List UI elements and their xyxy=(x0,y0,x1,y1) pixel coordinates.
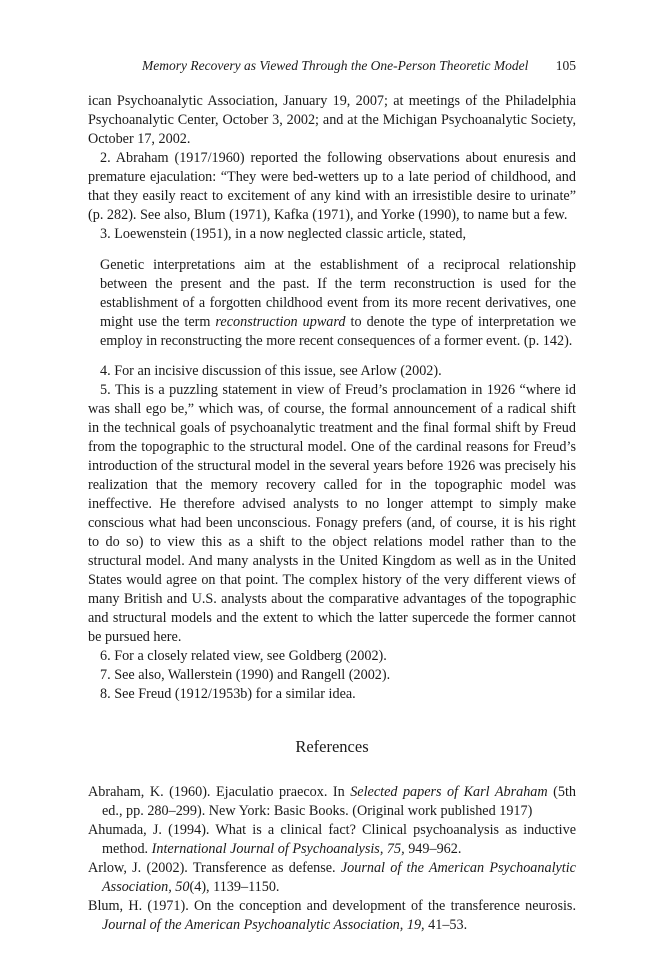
block-quote-text xyxy=(100,256,576,351)
running-head-title: Memory Recovery as Viewed Through the One-Person Theoretic Model xyxy=(142,58,529,73)
reference-entry xyxy=(88,783,576,821)
reference-italic-title: Journal of the American Psychoanalytic Association, 50 xyxy=(102,860,576,895)
reference-italic-title: International Journal of Psychoanalysis, 75, xyxy=(151,841,405,857)
reference-text: Abraham, K. (1960). Ejaculatio praecox. In xyxy=(88,784,351,800)
note-5: 5. This is a puzzling statement in view of Freud’s proclamation in 1926 “where id was shall ego be,” which was, of course, the formal announcement of a radical shift in the technical goals of psychoanalytic treatment and the final formal shift by Freud from the topographic to the structural model. One of the cardinal reasons for Freud’s introduction of the structural model in the several years before 1926 was precisely his realization that the memory recovery called for in the topographic model was ineffective. He therefore advised analysts to no longer attempt to simply make conscious what had been unconscious. Fonagy prefers (and, of course, it is his right to do so) to view this as a shift to the object relations model rather than to the structural model. And many analysts in the United Kingdom as well as in the United States would agree on that point. The complex history of the very different views of many British and U.S. analysts about the comparative advantages of the topographic and structural models and the extent to which the latter supercede the former cannot be pursued here. xyxy=(88,382,576,645)
note-8: 8. See Freud (1912/1953b) for a similar idea. xyxy=(100,686,356,702)
note-2: 2. Abraham (1917/1960) reported the following observations about enuresis and premature ejaculation: “They were bed-wetters up to a late period of childhood, and that they easily react to excitement of any kind with an irresistible desire to urinate” (p. 282). See also, Blum (1971), Kafka (1971), and Yorke (1990), to name but a few. xyxy=(88,150,576,223)
reference-text: Ahumada, J. (1994). What is a clinical fact? Clinical psychoanalysis as inductive method. xyxy=(88,822,576,857)
quote-text-part: Genetic interpretations aim at the establishment of a reciprocal relationship between the present and the past. If the term reconstruction is used for the establishment of a forgotten childhood event from its more recent derivatives, one might use the term xyxy=(100,257,576,330)
reference-text: (4), 1139–1150. xyxy=(189,879,280,895)
reference-text: 949–962. xyxy=(404,841,462,857)
note-4: 4. For an incisive discussion of this issue, see Arlow (2002). xyxy=(100,363,442,379)
reference-italic-title: Journal of the American Psychoanalytic Association, 19, xyxy=(102,917,425,933)
note-6: 6. For a closely related view, see Goldberg (2002). xyxy=(100,648,387,664)
reference-text: Arlow, J. (2002). Transference as defense. xyxy=(88,860,341,876)
note-continuation: ican Psychoanalytic Association, January 19, 2007; at meetings of the Philadelphia Psychoanalytic Center, October 3, 2002; and at the Michigan Psychoanalytic Society, October 17, 2002. xyxy=(88,93,576,147)
reference-entry xyxy=(88,897,576,935)
note-3: 3. Loewenstein (1951), in a now neglected classic article, stated, xyxy=(100,226,466,242)
reference-entry xyxy=(88,859,576,897)
book-page xyxy=(88,58,576,935)
references-heading: References xyxy=(295,737,369,756)
note-7: 7. See also, Wallerstein (1990) and Rangell (2002). xyxy=(100,667,391,683)
reference-italic-title: Selected papers of Karl Abraham xyxy=(350,784,548,800)
running-head xyxy=(88,58,576,78)
reference-text: Blum, H. (1971). On the conception and development of the transference neurosis. xyxy=(88,898,576,914)
page-number: 105 xyxy=(555,58,576,73)
quote-text-part: to denote the type of interpretation we employ in reconstructing the more recent consequences of a former event. (p. 142). xyxy=(100,314,576,349)
reference-text: 41–53. xyxy=(424,917,468,933)
block-quote xyxy=(100,256,576,351)
endnotes xyxy=(88,92,576,704)
reference-entry xyxy=(88,821,576,859)
references-list xyxy=(88,783,576,935)
quote-italic-term: reconstruction upward xyxy=(215,314,346,330)
reference-text: (5th ed., pp. 280–299). New York: Basic Books. (Original work published 1917) xyxy=(102,784,576,819)
